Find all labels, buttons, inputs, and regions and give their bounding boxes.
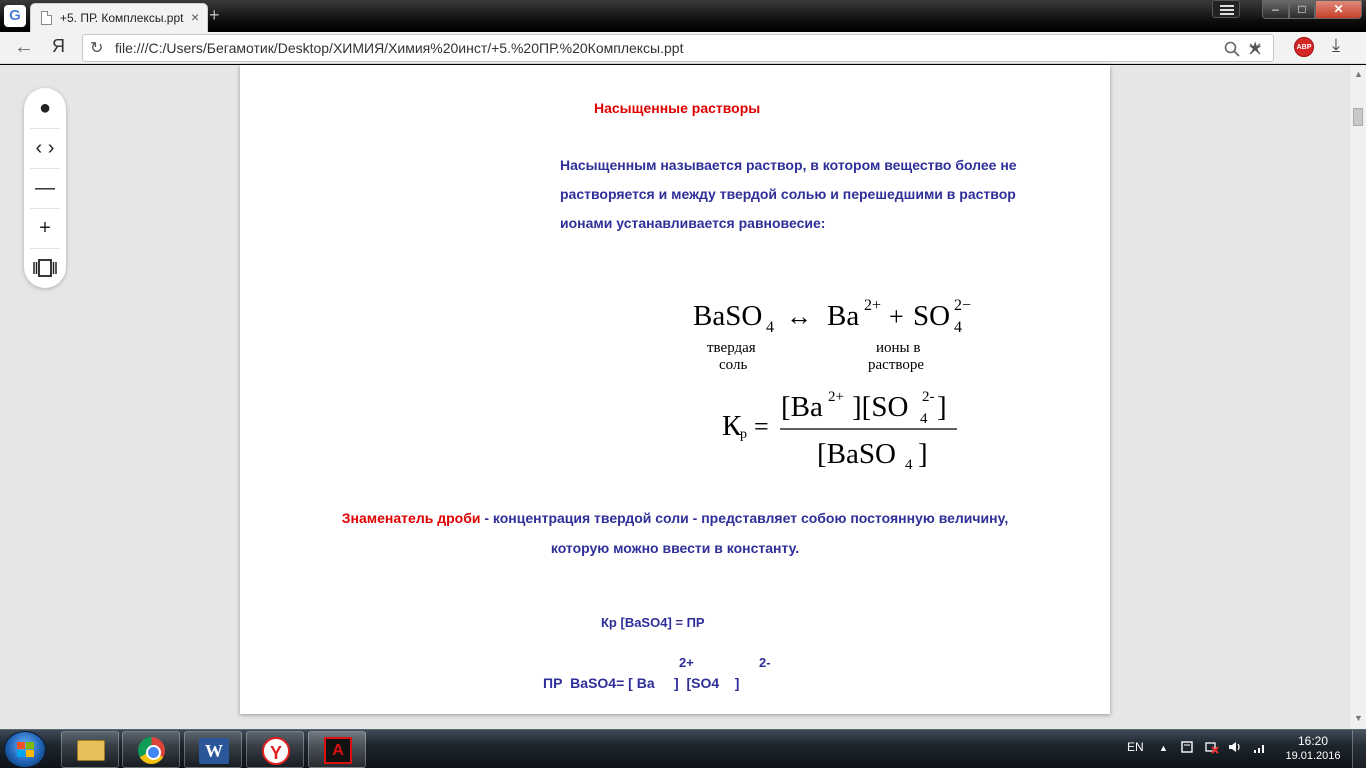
eq-left-sub: 4 [766, 319, 774, 336]
num-ba: [Ba [781, 391, 823, 423]
tray-expand-icon[interactable]: ▲ [1159, 743, 1168, 753]
clock-date: 19.01.2016 [1285, 750, 1341, 762]
taskbar-file-explorer[interactable] [61, 731, 119, 768]
browser-tab[interactable] [30, 3, 208, 32]
taskbar [0, 729, 1366, 768]
start-button[interactable] [4, 731, 46, 768]
definition-text: Насыщенным называется раствор, в котором вещество более не растворяется и между твердой солью и перешедшими в раствор ионами устанавливается равновесие: [560, 157, 1017, 231]
back-button[interactable]: ← [14, 36, 34, 58]
tab-close-icon[interactable]: × [191, 9, 200, 25]
kp-expression: Кр [BaSO4] = ПР [601, 615, 705, 630]
viewer-controls [24, 88, 66, 288]
vertical-scrollbar[interactable] [1349, 65, 1366, 729]
clock-time: 16:20 [1297, 734, 1329, 748]
chrome-icon [138, 737, 165, 764]
address-bar[interactable] [82, 34, 1274, 62]
equilibrium-equation [670, 285, 990, 485]
scroll-up-icon[interactable]: ▲ [1354, 69, 1363, 79]
taskbar-word[interactable] [184, 731, 242, 768]
num-end: ] [937, 391, 947, 423]
action-center-icon[interactable] [1180, 740, 1194, 754]
app-menu-icon[interactable]: G [4, 5, 26, 27]
den: [BaSO [817, 438, 896, 470]
browser-menu-button[interactable] [1212, 0, 1240, 18]
label-solid-1: твердая [707, 340, 756, 356]
eq-ba-sup: 2+ [864, 297, 882, 314]
zoom-out-button[interactable]: — [35, 177, 55, 199]
kp-sub: р [740, 427, 747, 442]
eq-so-sup: 2− [954, 297, 972, 314]
show-desktop-button[interactable] [1352, 730, 1366, 768]
search-icon[interactable] [1224, 41, 1240, 57]
signal-icon[interactable] [1253, 740, 1267, 754]
document-icon [41, 11, 52, 25]
yandex-button[interactable]: Я [52, 36, 65, 56]
volume-icon[interactable] [1228, 740, 1242, 754]
word-icon: W [199, 738, 229, 764]
pdf-reader-icon: A [324, 737, 352, 764]
reload-icon[interactable]: ↻ [90, 40, 104, 57]
note-rest: - концентрация твердой соли - представляет собою постоянную величину, [480, 510, 1009, 526]
pr-ba-charge: 2+ [679, 655, 694, 670]
scrollbar-thumb[interactable] [1353, 108, 1363, 126]
eq-plus: + [889, 302, 904, 331]
denominator-note [300, 503, 1050, 563]
label-ions-2: растворе [868, 357, 925, 373]
den-sub: 4 [905, 457, 913, 473]
num-so-sup: 2- [922, 389, 935, 405]
title-bar [0, 0, 1366, 32]
browser-toolbar [0, 32, 1366, 64]
pr-so-charge: 2- [759, 655, 771, 670]
kp-symbol: К [722, 410, 742, 442]
label-ions-1: ионы в [876, 340, 921, 356]
kp-equals: = [754, 412, 769, 441]
adblock-icon[interactable]: ABP [1294, 37, 1314, 57]
pr-expression: ПР BaSO4= [ Ba ] [SO4 ] [543, 675, 740, 691]
download-icon[interactable]: ⤓ [1332, 35, 1340, 55]
taskbar-chrome[interactable] [122, 731, 180, 768]
slide-heading: Насыщенные растворы [594, 100, 761, 116]
num-mid: ][SO [852, 391, 909, 423]
eq-so-sub: 4 [954, 319, 962, 336]
file-explorer-icon [77, 740, 105, 761]
taskbar-yandex-browser[interactable] [246, 731, 304, 768]
zoom-in-button[interactable]: + [39, 217, 51, 239]
scroll-down-icon[interactable]: ▼ [1354, 713, 1363, 723]
network-icon[interactable] [1205, 740, 1219, 754]
eq-so: SO [913, 300, 951, 332]
eq-ba: Ba [827, 300, 860, 332]
minimize-button[interactable]: – [1262, 0, 1289, 19]
note-highlight: Знаменатель дроби [341, 510, 481, 526]
label-solid-2: соль [719, 357, 748, 373]
clock[interactable] [1283, 734, 1343, 764]
note-line-2: которую можно ввести в константу. [550, 540, 800, 556]
bookmark-star-icon[interactable]: ★ [1248, 40, 1263, 57]
eq-arrow: ↔ [786, 302, 812, 331]
eq-left: BaSO [693, 300, 763, 332]
slide-page [240, 65, 1110, 714]
close-window-button[interactable]: ✕ [1315, 0, 1362, 19]
fit-page-icon[interactable] [30, 258, 60, 278]
yandex-browser-icon: Y [262, 737, 290, 765]
url-text[interactable]: file:///C:/Users/Бегамотик/Desktop/ХИМИЯ/Химия%20инст/+5.%20ПР.%20Комплексы.ppt [115, 40, 684, 56]
maximize-button[interactable]: □ [1289, 0, 1315, 19]
windows-logo-icon [17, 742, 35, 759]
prev-next-icon[interactable]: ‹ › [35, 137, 55, 159]
dot-icon[interactable]: ● [38, 97, 52, 119]
taskbar-pdf-reader[interactable] [308, 731, 366, 768]
num-so-sub: 4 [920, 411, 928, 427]
den-end: ] [918, 438, 928, 470]
new-tab-button[interactable]: + [209, 5, 220, 25]
tab-title: +5. ПР. Комплексы.ppt [60, 11, 184, 25]
language-indicator[interactable]: EN [1127, 740, 1144, 754]
num-ba-sup: 2+ [828, 389, 844, 405]
